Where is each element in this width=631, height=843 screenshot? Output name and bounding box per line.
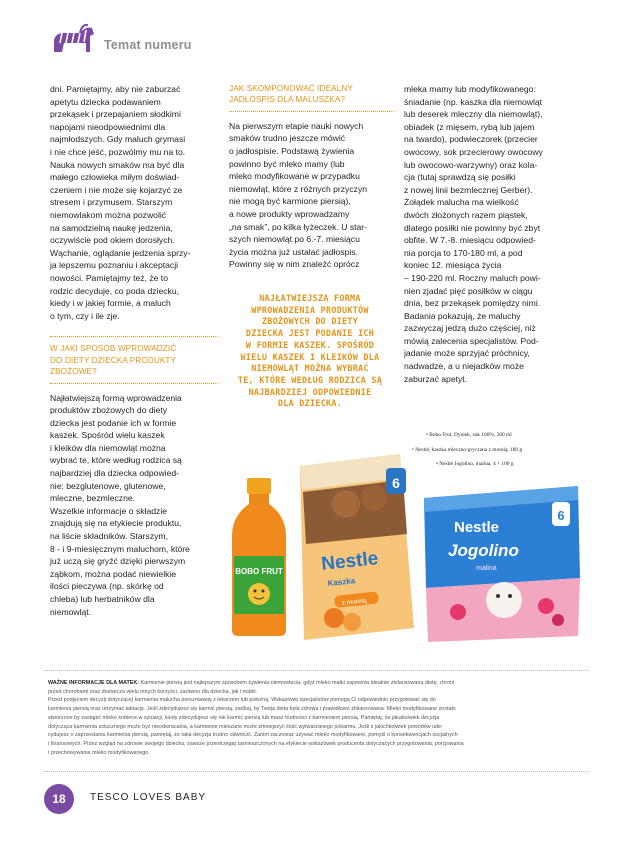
col1-heading — [50, 336, 218, 383]
col3-line: owocowy, sok przecierowy owocowy — [404, 146, 543, 157]
col1-line: rodzic decyduje, co poda dziecku, — [50, 285, 179, 296]
pull-quote-line: WPROWADZENIA PRODUKTÓW — [251, 304, 369, 315]
col1-line: kaszek. Spośród wielu kaszek — [50, 430, 165, 441]
col1-line: Nauka nowych smaków ma być dla — [50, 159, 185, 170]
jogo-flavor: malina — [476, 565, 497, 572]
pull-quote-line: WIELU KASZEK I KLEIKÓW DLA — [240, 351, 380, 362]
col1-line: napojami nieodpowiednimi dla — [50, 121, 166, 132]
col1-line: dziecka jest podanie ich w formie — [50, 417, 177, 428]
col3-line: z nowej linii bezmlecznej Gerber). — [404, 184, 533, 195]
col2-line: nie mogą być karmione piersią), — [229, 196, 351, 207]
notice-line: dotycząca karmienia sztucznego może być nieodwracalna, a karmienie mieszane może zmniejszyć ilość wytwarzanego pokarmu. Jeśli z jakichkolwiek powodów ude- — [48, 723, 443, 730]
col2-line: Na pierwszym etapie nauki nowych — [229, 120, 364, 131]
product-label: • Nestlé Jogolino, malina, 4 × 100 g — [436, 461, 514, 467]
col1-heading-line: W JAKI SPOSÓB WPROWADZIĆ — [50, 344, 177, 354]
col1-line: nie: bezglutenowe, glutenowe, — [50, 480, 166, 491]
col1-line: małego człowieka miłym doświad- — [50, 172, 180, 183]
col2-line: niemowląt, które z różnych przyczyn — [229, 183, 368, 194]
col3-line: cja (tutaj sprawdzą się posiłki — [404, 172, 516, 183]
box-flavor: z morelą — [341, 597, 368, 607]
pull-quote-line: DLA DZIECKA. — [277, 398, 343, 409]
col1-line: mleczne, bezmleczne. — [50, 493, 136, 504]
bottle-brand: BOBO FRUT — [235, 567, 283, 576]
col1-line: na samodzielną naukę jedzenia, — [50, 222, 173, 233]
jogolino-pack-image — [418, 476, 586, 646]
pull-quote-line: TE, KTÓRE WEDŁUG RODZICA SĄ — [237, 374, 383, 385]
col2-line: Powinny się w nim znaleźć oprócz — [229, 259, 360, 270]
col1-line: czeniem i nie może się kojarzyć ze — [50, 184, 183, 195]
col1-line: produktów zbożowych do diety — [50, 405, 168, 416]
notice-line: Karmienie piersią jest najlepszym sposobem żywienia niemowlęcia, gdyż mleko matki zapewnia idealnie zbilansowaną dietę, chroni — [140, 680, 455, 686]
article-column-3 — [404, 83, 582, 385]
col1-line: wybrać te, które według rodzica są — [50, 455, 182, 466]
section-title: Temat numeru — [104, 38, 192, 52]
col1-line: przekąsek i przepajaniem słodkimi — [50, 109, 181, 120]
notice-line: karmienia piersią oraz utrzymać laktację. Jeśli zdecydujesz się karmić piersią, zadbaj, by Twoja dieta była zdrowa i prawidłowo zbilansowana. Mleko modyfikowane zostało — [48, 706, 456, 713]
col3-line: Żołądek malucha ma wielkość — [404, 197, 519, 208]
col3-line: jadanie może sprzyjać próchnicy, — [404, 348, 530, 359]
col3-line: obfite. W 7.-8. miesiącu odpowied- — [404, 235, 536, 246]
col3-line: koniec 12. miesiąca życia — [404, 260, 502, 271]
juice-bottle-image — [228, 478, 290, 638]
pull-quote-line: NIEMOWLĄT MOŻNA WYBRAĆ — [251, 363, 369, 374]
col1-line: ilości pieczywa (np. skórkę od — [50, 581, 164, 592]
col1-line: Wszelkie informacje o składzie — [50, 505, 168, 516]
col2-line: a nowe produkty wprowadzamy — [229, 208, 350, 219]
col3-line: – 190-220 ml. Roczny maluch powi- — [404, 272, 541, 283]
col1-line: najbardziej dla dziecka odpowied- — [50, 468, 179, 479]
pull-quote-line: W FORMIE KASZEK. SPOŚRÓD — [245, 339, 375, 350]
col3-line: mleka mamy lub modyfikowanego: — [404, 84, 536, 94]
col1-line: nowości. Pamiętajmy też, że to — [50, 272, 168, 283]
col1-line: i kleików dla niemowląt można — [50, 442, 166, 453]
col2-heading — [229, 83, 394, 112]
col1-line: znajdują się na etykiecie produktu, — [50, 518, 182, 529]
col3-line: lub deserek mleczny dla niemowląt), — [404, 109, 543, 120]
pull-quote-line: DZIECKA JEST PODANIE ICH — [245, 328, 375, 339]
article-column-1 — [50, 83, 218, 618]
col1-heading-line: DO DIETY DZIECKA PRODUKTY — [50, 355, 177, 365]
notice-line: i przechowywania mleko modyfikowanego. — [48, 749, 150, 756]
box-age-badge: 6 — [392, 475, 400, 491]
jogo-age-badge: 6 — [557, 508, 565, 523]
notice-line: Przed podjęciem decyzji dotyczącej karmienia malucha porozmawiaj z lekarzem lub położną. Wskazówki specjalistów pomogą Ci odpowiednio przygotować się do — [48, 697, 436, 704]
notice-text — [48, 679, 588, 757]
box-brand: Nestle — [320, 548, 380, 575]
page-number: 18 — [44, 784, 74, 814]
notice-line: i finansowych. Przez wzgląd na zdrowie swojego dziecka, zawsze przestrzegaj zamieszczonych na etykiecie wskazówek producenta dotyczących przygotowania, porcjowania — [48, 740, 464, 747]
col3-line: dlatego posiłki nie powinny być zbyt — [404, 222, 541, 233]
col1-line: ja lepszemu poznaniu i akceptacji — [50, 260, 179, 271]
col3-line: zaburzać apetyt. — [404, 373, 468, 384]
col2-line: mleko modyfikowane w przypadku — [229, 171, 360, 182]
col3-line: śniadanie (np. kaszka dla niemowląt — [404, 96, 543, 107]
notice-line: cydujesz o zaprzestaniu karmienia piersią, pamiętaj, że taka decyzja trudno odwrócić. Zanim zaczniesz używać mleko modyfikowane, pomyśl o konsekwencjach socjalnych — [48, 732, 458, 739]
col1-line: niemowlakom można pozwolić — [50, 209, 167, 220]
col3-line: obiadek (z mięsem, rybą lub jajem — [404, 121, 535, 132]
col3-line: nadwadze, a u niejadków może — [404, 361, 524, 372]
col3-line: nien zjadać pięć posiłków w ciągu — [404, 285, 533, 296]
col1-line: ząbkom, można podać niewielkie — [50, 568, 177, 579]
pull-quote-line: ZBOŻOWYCH DO DIETY — [261, 316, 359, 327]
col2-line: powinno być mleko mamy (lub — [229, 158, 345, 169]
col1-line: stresem i przymusem. Starszym — [50, 197, 173, 208]
notice-title: WAŻNE INFORMACJE DLA MATEK: — [48, 680, 140, 686]
col1-line: 8 - i 9-miesięcznym maluchom, które — [50, 543, 190, 554]
col3-line: mówią zalecenia specjalistów. Pod- — [404, 335, 539, 346]
col3-line: Badania pokazują, że maluchy — [404, 310, 521, 321]
mothers-notice — [44, 670, 588, 772]
article-column-2 — [229, 83, 394, 271]
col1-line: i nie chce jeść, pozwólmy mu na to. — [50, 146, 186, 157]
notice-line: przed chorobami oraz dostarcza wielu innych korzyści, zarówno dla dziecka, jak i matki. — [48, 688, 258, 695]
jogo-brand: Nestle — [454, 519, 500, 536]
col2-line: szych niemowląt po 6.-7. miesiącu — [229, 234, 360, 245]
col1-line: niemowląt. — [50, 606, 92, 617]
col3-line: dnia, bez przekąsek pomiędzy nimi. — [404, 298, 541, 309]
col1-line: dni. Pamiętajmy, aby nie zaburzać — [50, 84, 181, 94]
col1-line: kiedy i w jakiej formie, a maluch — [50, 298, 171, 309]
col1-line: Najłatwiejszą formą wprowadzenia — [50, 392, 182, 403]
product-label: • Nestlé, kaszka mleczno-gryczana z morelą, 180 g — [412, 447, 523, 453]
magazine-brand: TESCO LOVES BABY — [90, 792, 207, 803]
col2-line: o jadłospisie. Podstawą żywienia — [229, 146, 355, 156]
col1-line: o tym, czy i ile zje. — [50, 310, 120, 321]
col3-line: dwóch złożonych razem piąstek, — [404, 209, 528, 220]
col2-heading-line: JAK SKOMPONOWAĆ IDEALNY — [229, 84, 353, 93]
col2-line: życia można już ustalać jadłospis. — [229, 246, 358, 257]
col3-line: nia porcja to 170-180 ml, a pod — [404, 247, 523, 258]
pull-quote-line: NAJŁATWIEJSZA FORMA — [259, 293, 361, 303]
jogo-product: Jogolino — [448, 541, 519, 560]
col1-line: już uczą się gryźć dzięki pierwszym — [50, 556, 186, 567]
pull-quote — [225, 293, 395, 410]
zebra-logo-icon — [50, 22, 96, 58]
col1-line: na liście składników. Starszym, — [50, 531, 168, 542]
col2-line: smaków trudno jeszcze mówić — [229, 133, 346, 144]
col3-line: na twardo), podwieczorek (przecier — [404, 134, 538, 145]
pull-quote-line: NAJBARDZIEJ ODPOWIEDNIE — [248, 386, 372, 397]
col3-line: zazwyczaj jedzą dużo częściej, niż — [404, 323, 536, 334]
col1-line: Wąchanie, oglądanie jedzenia sprzy- — [50, 247, 191, 258]
box-product: Kaszka — [327, 576, 356, 588]
notice-line: stworzone by zastąpić mleko kobiece w sytuacji, kiedy zdecydujesz się nie karmić piersią lub masz trudności z karmieniem piersią. Pamiętaj, że jakakolwiek decyzja — [48, 714, 440, 721]
col1-line: najmłodszych. Gdy maluch grymasi — [50, 134, 186, 145]
col1-line: chleba) lub herbatników dla — [50, 594, 155, 604]
kaszka-box-image — [282, 452, 422, 642]
col2-heading-line: JADŁOSPIS DLA MALUSZKA? — [229, 95, 346, 105]
col1-heading-line: ZBOŻOWE? — [50, 367, 97, 377]
product-label: • Bobo Frut, Dyniek, sok 100%, 300 ml — [426, 432, 512, 438]
col3-line: lub owocowo-warzywny) oraz kola- — [404, 159, 538, 170]
col1-line: oczywiście pod okiem dorosłych. — [50, 235, 175, 246]
col2-line: „na smak”, po kilka łyżeczek. U star- — [229, 221, 368, 232]
col1-line: apetytu dziecka podawaniem — [50, 96, 161, 107]
